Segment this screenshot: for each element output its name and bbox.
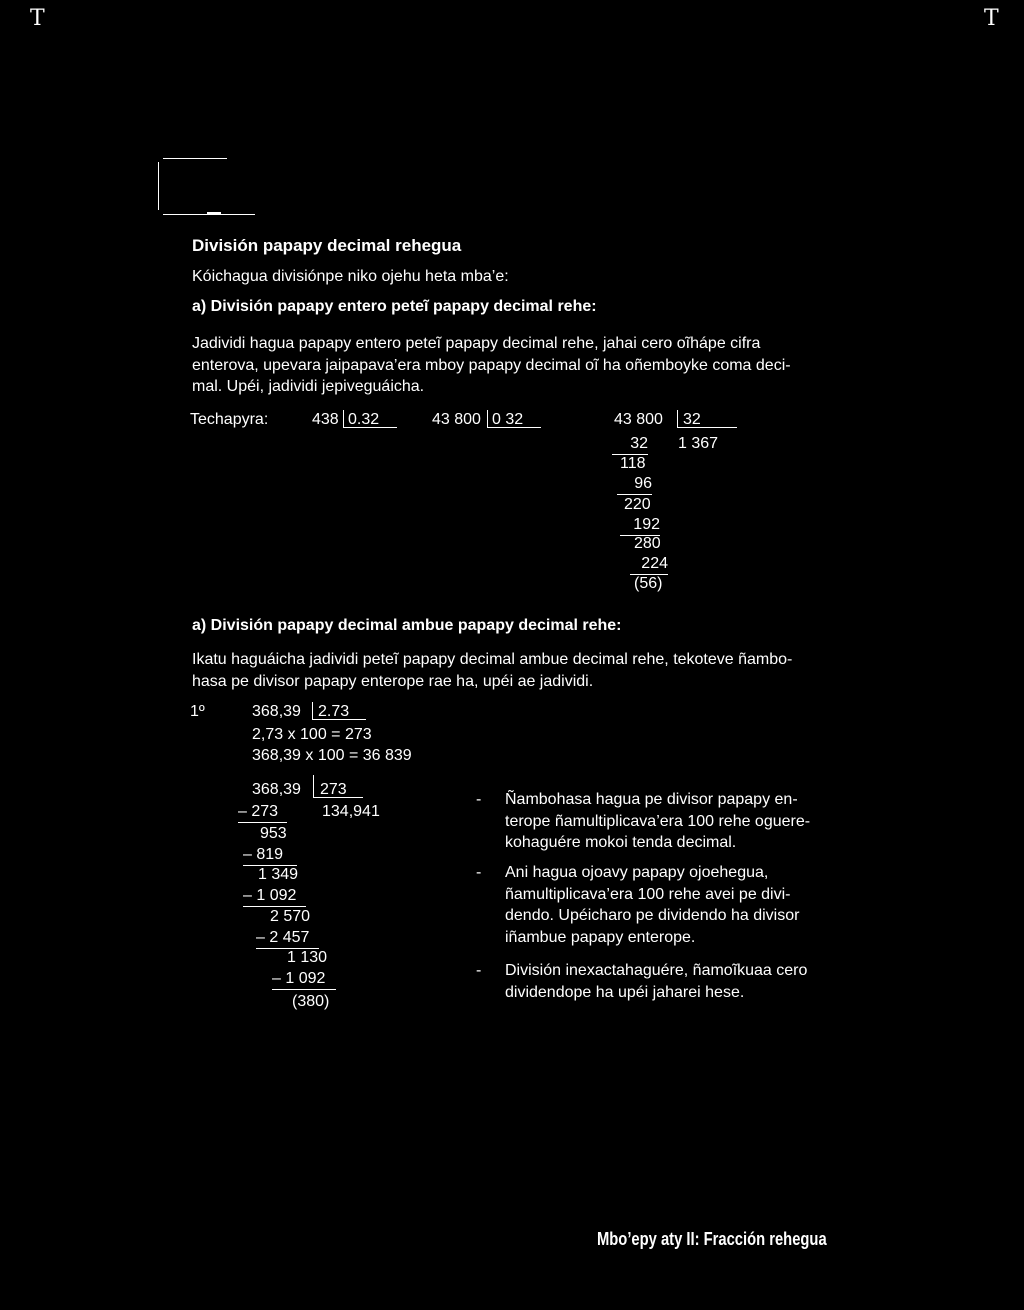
- ex2-division-bar: [487, 410, 488, 428]
- ex3-divisor: 32: [683, 411, 701, 428]
- section-b-paragraph: [192, 649, 792, 692]
- ex2-dividend: 43 800: [432, 411, 481, 428]
- bullet-line: terope ñamultiplicava’era 100 rehe oguere-: [505, 812, 811, 830]
- bullet-line: ñamultiplicava’era 100 rehe avei pe divi-: [505, 885, 791, 903]
- section-a-title: a) División papapy entero peteĩ papapy decimal rehe:: [192, 298, 597, 315]
- ld-division-bar: [313, 775, 314, 797]
- ld-step: 1 130: [287, 949, 328, 966]
- bullet-dash: -: [476, 864, 482, 881]
- ld-step: – 1 092: [272, 969, 336, 990]
- section-a-line: mal. Upéi, jadividi jepiveguáicha.: [192, 378, 425, 395]
- bullet-item: [505, 789, 810, 854]
- ex3-dividend: 43 800: [614, 411, 663, 428]
- intro-text: Kóichagua divisiónpe niko ojehu heta mba’e:: [192, 268, 509, 285]
- b-division-bar: [312, 702, 313, 720]
- ex3-remainder: (56): [634, 575, 663, 592]
- ex1-divisor: 0.32: [348, 411, 380, 428]
- ex3-step: 96: [617, 474, 652, 495]
- bullet-line: dividendope ha upéi jaharei hese.: [505, 983, 745, 1001]
- ld-step: – 2 457: [256, 928, 319, 949]
- ld-quotient: 134,941: [322, 803, 380, 820]
- b-divisor: 2.73: [318, 703, 350, 720]
- bullet-line: dendo. Upéicharo pe dividendo ha divisor: [505, 907, 800, 924]
- ld-step: – 273: [238, 802, 287, 823]
- bullet-line: iñambue papapy enterope.: [505, 928, 696, 946]
- bullet-dash: -: [476, 791, 482, 808]
- bullet-line: División inexactahaguére, ñamoĩkuaa cero: [505, 962, 808, 979]
- bullet-line: Ani hagua ojoavy papapy ojoehegua,: [505, 864, 769, 881]
- bullet-item: [505, 862, 799, 948]
- ex3-step: 32: [612, 434, 648, 455]
- section-a-paragraph: [192, 333, 791, 398]
- bullet-dash: -: [476, 962, 482, 979]
- section-b-line: hasa pe divisor papapy enterope rae ha, upéi ae jadividi.: [192, 672, 594, 690]
- ex3-step: 220: [624, 496, 651, 513]
- calc-line-2: 368,39 x 100 = 36 839: [252, 747, 412, 764]
- bullet-item: [505, 960, 807, 1003]
- ex3-step: 224: [630, 554, 668, 575]
- ld-divisor: 273: [320, 781, 347, 798]
- section-b-line: Ikatu haguáicha jadividi peteĩ papapy decimal ambue decimal rehe, tekoteve ñambo-: [192, 651, 793, 668]
- ex3-step: 118: [620, 455, 646, 472]
- corner-mark-left: T: [30, 6, 45, 31]
- example-label: Techapyra:: [190, 411, 269, 428]
- bullet-line: Ñambohasa hagua pe divisor papapy en-: [505, 791, 798, 808]
- ex2-divisor: 0 32: [492, 411, 524, 428]
- ex3-quotient: 1 367: [678, 435, 719, 452]
- ex1-dividend: 438: [312, 411, 339, 428]
- ld-step: 953: [260, 825, 287, 842]
- section-b-title: a) División papapy decimal ambue papapy decimal rehe:: [192, 617, 622, 634]
- corner-mark-right: T: [984, 6, 999, 31]
- ex3-step: 280: [634, 535, 661, 552]
- step-label: 1º: [190, 703, 205, 720]
- ld-step: – 1 092: [243, 886, 306, 907]
- ex3-division-bar: [677, 410, 678, 428]
- ld-step: – 819: [243, 845, 297, 866]
- page-heading: División papapy decimal rehegua: [192, 236, 462, 255]
- ld-step: 2 570: [270, 908, 311, 925]
- footer-title: Mbo’epy aty II: Fracción rehegua: [597, 1229, 827, 1249]
- calc-line-1: 2,73 x 100 = 273: [252, 726, 372, 743]
- ld-dividend: 368,39: [252, 781, 301, 798]
- ex3-step: 192: [620, 515, 660, 536]
- ld-remainder: (380): [292, 993, 330, 1010]
- bullet-line: kohaguére mokoi tenda decimal.: [505, 834, 737, 851]
- ld-step: 1 349: [258, 866, 299, 883]
- section-a-line: Jadividi hagua papapy entero peteĩ papapy decimal rehe, jahai cero oĩhápe cifra: [192, 335, 761, 352]
- section-a-line: enterova, upevara jaipapava’era mboy papapy decimal oĩ ha oñemboyke coma deci-: [192, 356, 791, 374]
- b-dividend: 368,39: [252, 703, 301, 720]
- ex1-division-bar: [343, 410, 344, 428]
